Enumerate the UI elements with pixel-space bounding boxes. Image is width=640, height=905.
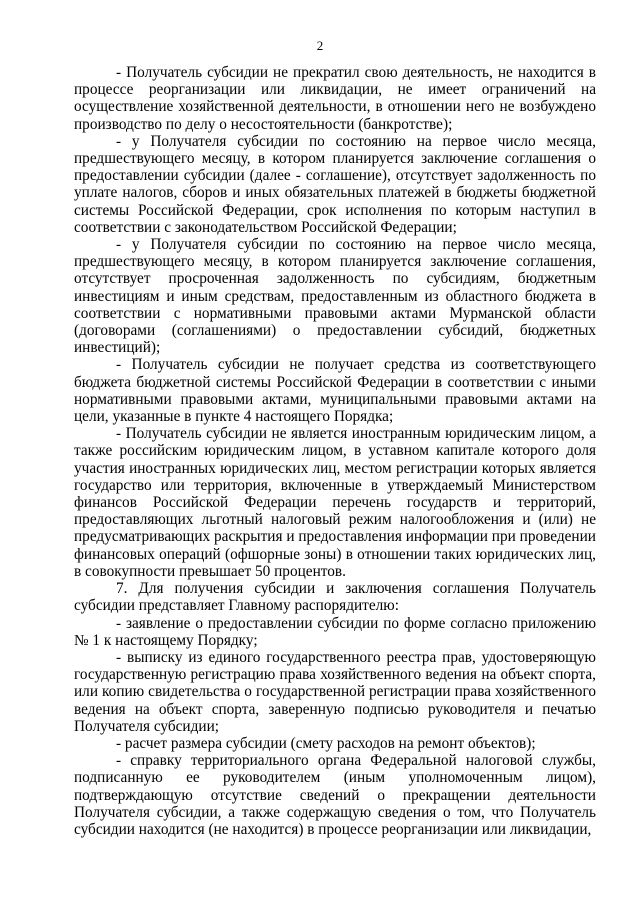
paragraph-tax-certificate: - справку территориального органа Федеральной налоговой службы, подписанную ее руководителем (иным уполномоченным лицом), подтверждающую отсутствие сведений о прекращении деятельности Получателя субсидии, а также содержащую сведения о том, что Получатель субсидии находится (не находится) в процессе реорганизации или ликвидации, — [74, 752, 596, 838]
document-body — [74, 64, 596, 838]
paragraph-item-7: 7. Для получения субсидии и заключения соглашения Получатель субсидии представляет Главному распорядителю: — [74, 580, 596, 615]
paragraph-subsidy-calculation: - расчет размера субсидии (смету расходов на ремонт объектов); — [116, 734, 536, 752]
paragraph-no-tax-debt: - у Получателя субсидии по состоянию на первое число месяца, предшествующего месяцу, в котором планируется заключение соглашения о предоставлении субсидии (далее - соглашение), отсутствует задолженность по уплате налогов, сборов и иных обязательных платежей в бюджеты бюджетной системы Российской Федерации, срок исполнения по которым наступил в соответствии с законодательством Российской Федерации; — [74, 132, 596, 236]
paragraph-not-terminated: - Получатель субсидии не прекратил свою деятельность, не находится в процессе реорганизации или ликвидации, не имеет ограничений на осуществление хозяйственной деятельности, в отношении него не возбуждено производство по делу о несостоятельности (банкротстве); — [74, 64, 596, 133]
paragraph-no-other-funds: - Получатель субсидии не получает средства из соответствующего бюджета бюджетной системы Российской Федерации в соответствии с иными нормативными правовыми актами, муниципальными правовыми актами на цели, указанные в пункте 4 настоящего Порядка; — [74, 356, 596, 426]
paragraph-not-foreign-entity: - Получатель субсидии не является иностранным юридическим лицом, а также российским юридическим лицом, в уставном капитале которого доля участия иностранных юридических лиц, местом регистрации которых является государство или территория, включенные в утверждаемый Министерством финансов Российской Федерации перечень государств и территорий, предоставляющих льготный налоговый режим налогообложения и (или) не предусматривающих раскрытия и предоставления информации при проведении финансовых операций (офшорные зоны) в отношении таких юридических лиц, в совокупности превышает 50 процентов. — [74, 425, 596, 580]
paragraph-no-overdue-debt: - у Получателя субсидии по состоянию на первое число месяца, предшествующего месяцу, в котором планируется заключение соглашения, отсутствует просроченная задолженность по субсидиям, бюджетным инвестициям и иным средствам, предоставленным из областного бюджета в соответствии с нормативными правовыми актами Мурманской области (договорами (соглашениями) о предоставлении субсидий, бюджетных инвестиций); — [74, 236, 596, 357]
paragraph-registry-extract: - выписку из единого государственного реестра прав, удостоверяющую государственную регистрацию права хозяйственного ведения на объект спорта, или копию свидетельства о государственной регистрации права хозяйственного ведения на объект спорта, заверенную подписью руководителя и печатью Получателя субсидии; — [74, 648, 596, 735]
paragraph-application: - заявление о предоставлении субсидии по форме согласно приложению № 1 к настоящему Порядку; — [74, 614, 596, 649]
page-number: 2 — [316, 38, 324, 53]
